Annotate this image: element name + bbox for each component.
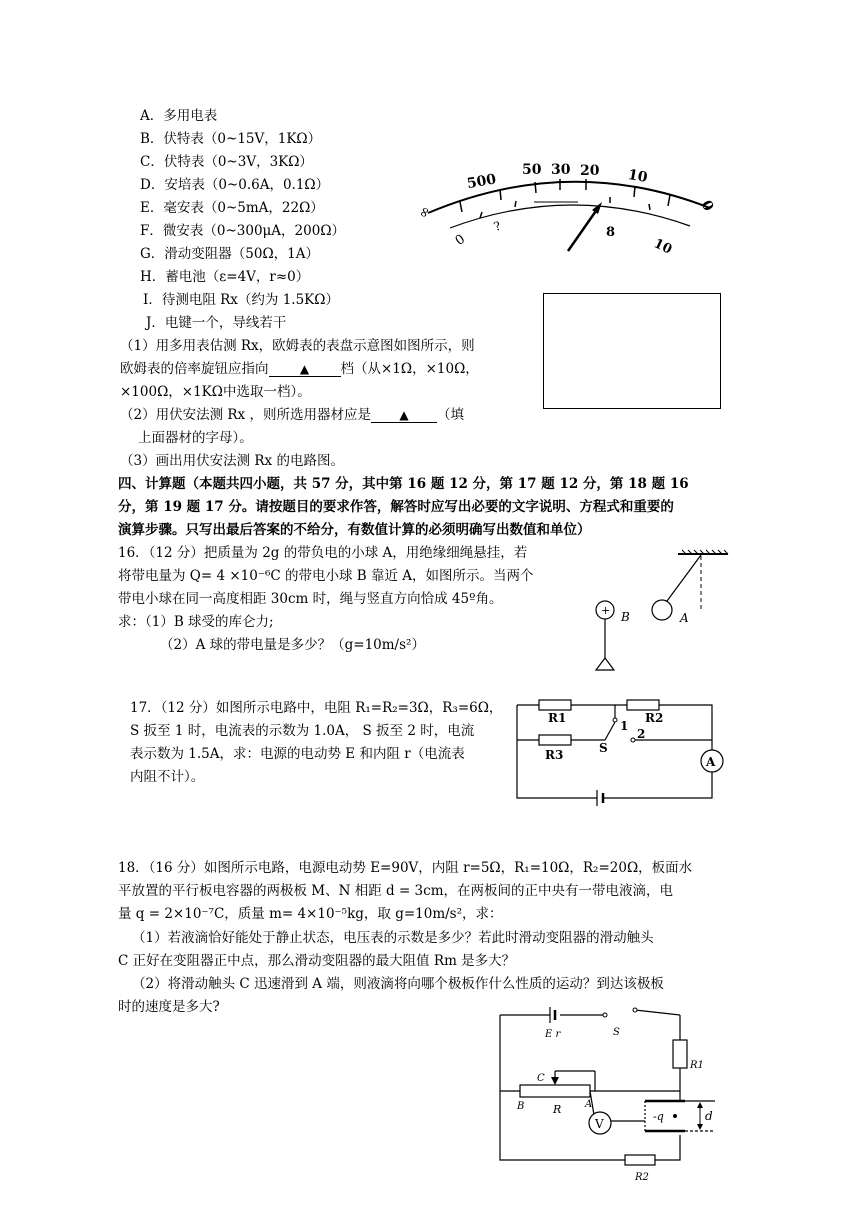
q18-text: 量 q = 2×10⁻⁷C，质量 m= 4×10⁻⁵kg，取 g=10m/s²，求： (118, 906, 503, 922)
list-item: H．蓄电池（ε=4V，r≈0） (140, 269, 310, 285)
e-r-label: E r (545, 1029, 561, 1040)
terminal-1: 1 (620, 719, 629, 733)
q16-text: 将带电量为 Q= 4 ×10⁻⁶C 的带电小球 B 靠近 A，如图所示。当两个 (118, 568, 534, 584)
scale-label: ? (491, 218, 503, 234)
terminal-2: 2 (637, 727, 646, 741)
q15-part1-line3: ×100Ω，×1KΩ中选取一档）。 (120, 384, 311, 400)
section-heading: 分，第 19 题 17 分。请按题目的要求作答，解答时应写出必要的文字说明、方程式和重要的 (118, 499, 674, 515)
label-a: A (680, 611, 689, 625)
string (667, 555, 701, 601)
q15-part3: （3）画出用伏安法测 Rx 的电路图。 (120, 453, 344, 469)
scale-label: 0 (452, 231, 469, 249)
list-item: J．电键一个，导线若干 (146, 315, 287, 331)
scale-label: ∞ (415, 203, 435, 222)
list-item: I．待测电阻 Rx（约为 1.5KΩ） (143, 292, 339, 308)
q16-text: 求：（1）B 球受的库仑力; (118, 614, 274, 630)
scale-label: 0 (697, 198, 717, 214)
voltmeter-label: V (595, 1117, 604, 1131)
q18-text: 时的速度是多大? (118, 999, 220, 1015)
q15-part1-line2: 欧姆表的倍率旋钮应指向 ▲ 档（从×1Ω，×10Ω， (120, 361, 479, 377)
list-item: C．伏特表（0~3V，3KΩ） (140, 154, 313, 170)
ohmmeter-dial-figure (410, 158, 730, 268)
switch-label: S (599, 741, 608, 755)
q17-circuit-figure (515, 690, 745, 805)
b-label: B (517, 1101, 525, 1112)
dial-inner-arc (450, 205, 690, 228)
q18-text: 平放置的平行板电容器的两极板 M、N 相距 d = 3cm，在两板间的正中央有一带电液滴，电 (118, 883, 673, 899)
scale-label: 8 (606, 225, 616, 240)
q17-text: 表示数为 1.5A，求：电源的电动势 E 和内阻 r（电流表 (130, 746, 465, 762)
scale-label: 50 (522, 162, 542, 178)
s-label: S (613, 1027, 620, 1038)
r1-label: R1 (548, 711, 567, 725)
q18-text: 18．（16 分）如图所示电路，电源电动势 E=90V，内阻 r=5Ω，R₁=10Ω，R₂=20Ω，板面水 (118, 860, 693, 876)
list-item: E．毫安表（0~5mA，22Ω） (140, 200, 324, 216)
answer-blank: ▲ (371, 408, 437, 423)
label-b: B (621, 610, 630, 624)
d-label: d (705, 1109, 713, 1123)
plus-sign: + (601, 604, 611, 617)
answer-blank: ▲ (269, 362, 341, 377)
droplet (673, 1114, 677, 1118)
a-label: A (585, 1099, 593, 1110)
ball-a (652, 600, 672, 620)
r1 (673, 1040, 687, 1068)
rheostat (520, 1085, 590, 1097)
r3-label: R3 (545, 748, 564, 762)
r3 (539, 735, 571, 745)
list-item: A．多用电表 (140, 108, 218, 124)
r2 (625, 1155, 655, 1165)
list-item: B．伏特表（0~15V，1KΩ） (140, 131, 322, 147)
scale-label: 500 (465, 171, 498, 193)
circuit-drawing-box (543, 293, 721, 409)
scale-label: 30 (551, 162, 571, 178)
scale-label: 10 (626, 166, 649, 187)
c-label: C (537, 1073, 545, 1084)
switch-arm (605, 722, 615, 740)
scale-label: 10 (651, 236, 675, 258)
q15-part2-line2: 上面器材的字母）。 (138, 430, 253, 446)
r2-label: R2 (645, 711, 664, 725)
q18-text: （1）若液滴恰好能处于静止状态，电压表的示数是多少？若此时滑动变阻器的滑动触头 (132, 930, 654, 946)
slider-arrow (551, 1077, 559, 1085)
r-label: R (553, 1103, 562, 1116)
r1 (539, 700, 571, 710)
needle (568, 208, 598, 251)
list-item: F．微安表（0~300μA，200Ω） (140, 223, 346, 239)
r2 (627, 700, 659, 710)
ammeter-label: A (706, 755, 716, 769)
q16-text: 16．（12 分）把质量为 2g 的带负电的小球 A，用绝缘细绳悬挂，若 (118, 545, 528, 561)
r1-label: R1 (690, 1060, 704, 1071)
q-label: -q (653, 1110, 664, 1123)
r2-label: R2 (635, 1172, 649, 1183)
q17-text: S 扳至 1 时，电流表的示数为 1.0A， S 扳至 2 时，电流 (130, 723, 475, 739)
section-heading: 四、计算题（本题共四小题，共 57 分，其中第 16 题 12 分，第 17 题 12 分，第 18 题 16 (118, 476, 689, 492)
q16-figure (588, 550, 728, 675)
list-item: D．安培表（0~0.6A，0.1Ω） (140, 177, 330, 193)
needle-head (592, 202, 602, 214)
q16-text: 带电小球在同一高度相距 30cm 时，绳与竖直方向恰成 45º角。 (118, 591, 503, 607)
q18-text: C 正好在变阻器正中点，那么滑动变阻器的最大阻值 Rm 是多大？ (118, 953, 516, 969)
section-heading: 演算步骤。只写出最后答案的不给分，有数值计算的必须明确写出数值和单位） (118, 522, 591, 538)
scale-label: 20 (580, 163, 600, 179)
q17-text: 17．（12 分）如图所示电路中，电阻 R₁=R₂=3Ω，R₃=6Ω， (130, 700, 503, 716)
q17-text: 内阻不计）。 (130, 769, 205, 785)
list-item: G．滑动变阻器（50Ω，1A） (140, 246, 319, 262)
q15-part1-line1: （1）用多用表估测 Rx，欧姆表的表盘示意图如图所示，则 (120, 338, 475, 354)
q18-text: （2）将滑动触头 C 迅速滑到 A 端，则液滴将向哪个极板作什么性质的运动？到达该极板 (132, 976, 664, 992)
q18-circuit-figure (495, 1005, 725, 1185)
q16-text: （2）A 球的带电量是多少？（g=10m/s²） (160, 637, 425, 653)
q15-part2-line1: （2）用伏安法测 Rx ，则所选用器材应是 ▲ （填 (120, 407, 464, 423)
